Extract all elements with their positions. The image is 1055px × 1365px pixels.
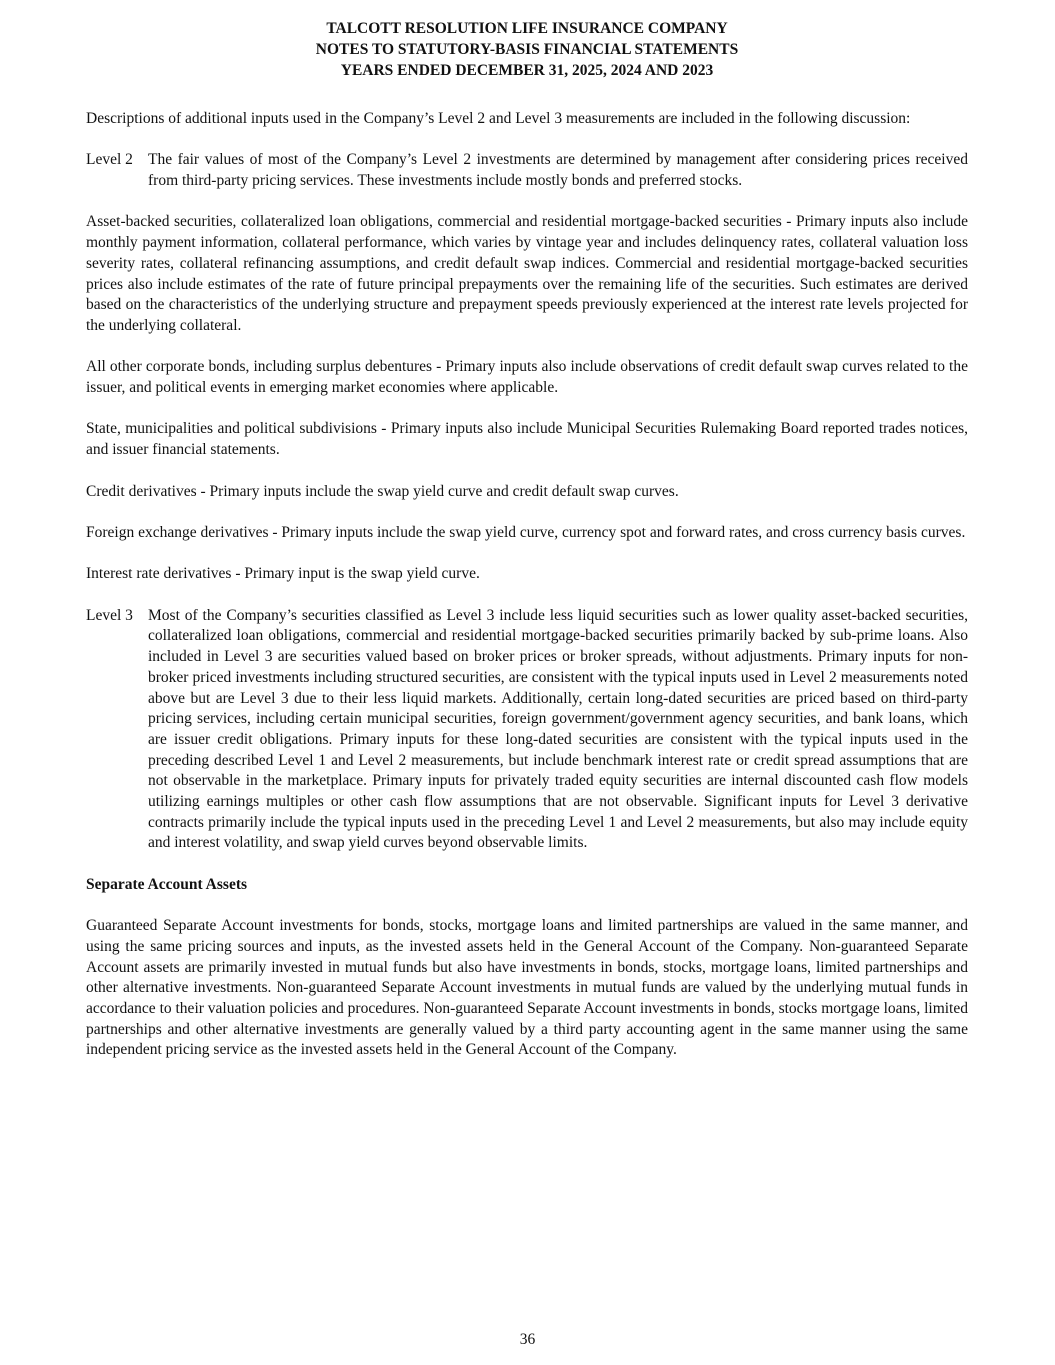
fx-derivatives-paragraph: Foreign exchange derivatives - Primary inputs include the swap yield curve, currency spot and forward rates, and cross currency basis curves. [86,523,966,541]
level-2-label: Level 2 [86,151,133,169]
separate-account-paragraph: Guaranteed Separate Account investments for bonds, stocks, mortgage loans and limited partnerships are valued in the same manner, and using the same pricing sources and inputs, as the invested assets held in the General Account of the Company. Non-guaranteed Separate Account assets are primarily invested in mutual funds but also have investments in bonds, stocks, mortgage loans, limited partnerships and other alternative investments. Non-guaranteed Separate Account investments in mutual funds are valued by the underlying mutual funds in accordance to their valuation policies and procedures. Non-guaranteed Separate Account investments in bonds, stocks mortgage loans, limited partnerships and other alternative investments are generally valued by a third party accounting agent in the same manner using the same independent pricing service as the invested assets held in the General Account of the Company. [86,917,968,1059]
intro-paragraph: Descriptions of additional inputs used in the Company’s Level 2 and Level 3 measurements are included in the following discussion: [86,110,911,127]
separate-account-heading: Separate Account Assets [86,875,248,893]
corporate-bonds-paragraph: All other corporate bonds, including surplus debentures - Primary inputs also include observations of credit default swap curves related to the issuer, and political events in emerging market economies where applicable. [86,358,968,397]
level-2-description [86,150,968,191]
interest-rate-derivatives-paragraph: Interest rate derivatives - Primary input is the swap yield curve. [86,565,480,583]
document-header [86,18,968,81]
level-3-text: Most of the Company’s securities classified as Level 3 include less liquid securities such as lower quality asset-backed securities, collateralized loan obligations, commercial and residential mortgage-backed securities primarily backed by sub-prime loans. Also included in Level 3 are securities valued based on broker prices or broker spreads, without adjustments. Primary inputs for non-broker priced investments including structured securities, are consistent with the typical inputs used in Level 2 measurements noted above but are Level 3 due to their less liquid markets. Additionally, certain long-dated securities are priced based on third-party pricing services, including certain municipal securities, foreign government/government agency securities, and bank loans, which are issuer credit obligations. Primary inputs for these long-dated securities are consistent with the typical inputs used in the preceding described Level 1 and Level 2 measurements, but include benchmark interest rate or credit spread assumptions that are not observable in the marketplace. Primary inputs for privately traded equity securities are internal discounted cash flow models utilizing earnings multiples or other cash flow assumptions that are not observable. Significant inputs for Level 3 derivative contracts primarily include the typical inputs used in the preceding Level 1 and Level 2 measurements, but also may include equity and interest volatility, and swap yield curves beyond observable limits. [148,606,968,852]
level-2-text: The fair values of most of the Company’s Level 2 investments are determined by management after considering prices received from third-party pricing services. These investments include mostly bonds and preferred stocks. [148,151,968,190]
document-title: NOTES TO STATUTORY-BASIS FINANCIAL STATEMENTS [315,41,739,58]
document-body [86,109,968,1061]
page-number: 36 [519,1331,536,1348]
company-name: TALCOTT RESOLUTION LIFE INSURANCE COMPANY [326,20,728,37]
level-3-label: Level 3 [86,606,133,624]
document-page [86,18,968,1082]
credit-derivatives-paragraph: Credit derivatives - Primary inputs include the swap yield curve and credit default swap curves. [86,482,679,500]
level-3-description [86,606,968,854]
abs-clo-mbs-paragraph: Asset-backed securities, collateralized loan obligations, commercial and residential mortgage-backed securities - Primary inputs also include monthly payment information, collateral performance, which varies by vintage year and includes delinquency rates, collateral valuation loss severity rates, collateral refinancing assumptions, and credit default swap indices. Commercial and residential mortgage-backed securities prices also include estimates of the rate of future principal prepayments over the remaining life of the securities. Such estimates are derived based on the characteristics of the underlying structure and prepayment speeds previously experienced at the interest rate levels projected for the underlying collateral. [86,213,968,334]
municipal-paragraph: State, municipalities and political subdivisions - Primary inputs also include Municipal Securities Rulemaking Board reported trades notices, and issuer financial statements. [86,420,968,459]
period-covered: YEARS ENDED DECEMBER 31, 2025, 2024 AND 2023 [340,62,714,79]
